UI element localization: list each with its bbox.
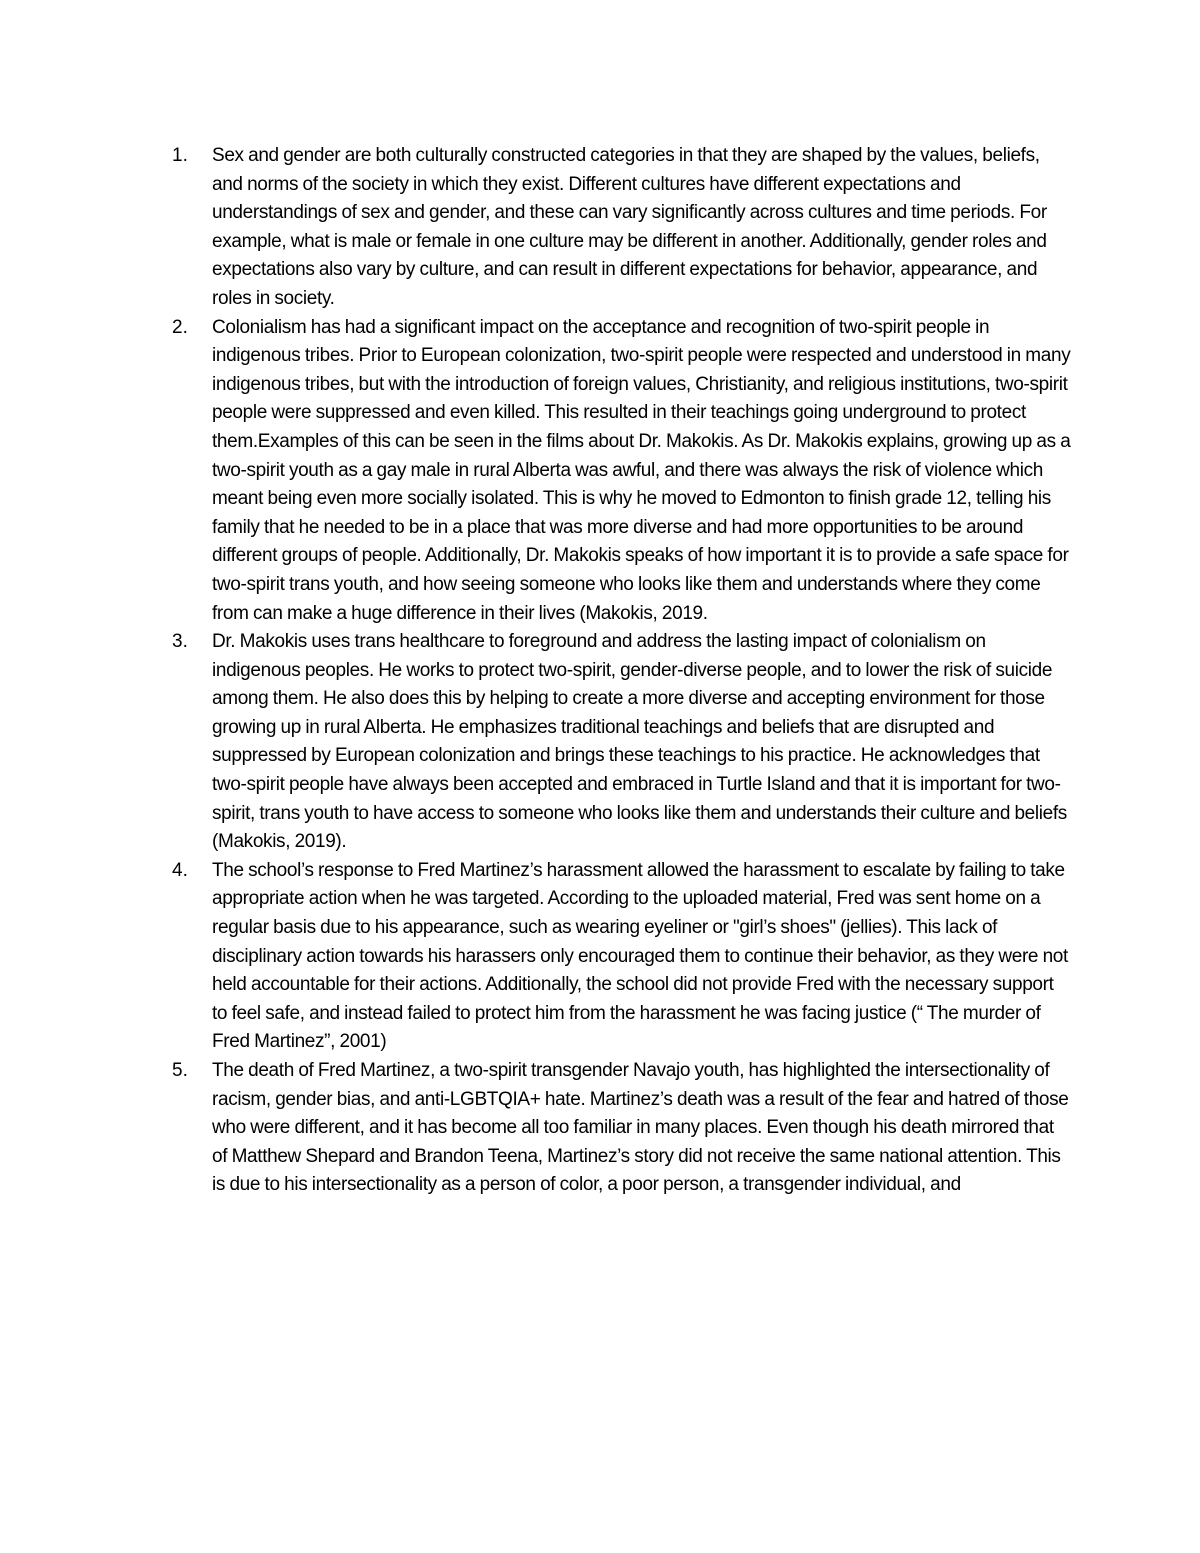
list-number: 2.	[172, 316, 188, 338]
list-item-text: Dr. Makokis uses trans healthcare to foreground and address the lasting impact of colonialism on indigenous peoples. He works to protect two-spirit, gender-diverse people, and to lower the risk of suicide among them. He also does this by helping to create a more diverse and accepting environment for those growing up in rural Alberta. He emphasizes traditional teachings and beliefs that are disrupted and suppressed by European colonization and brings these teachings to his practice. He acknowledges that two-spirit people have always been accepted and embraced in Turtle Island and that it is important for two-spirit, trans youth to have access to someone who looks like them and understands their culture and beliefs (Makokis, 2019).	[212, 631, 1067, 853]
list-item-text: The school’s response to Fred Martinez’s harassment allowed the harassment to escalate by failing to take appropriate action when he was targeted. According to the uploaded material, Fred was sent home on a regular basis due to his appearance, such as wearing eyeliner or "girl’s shoes" (jellies). This lack of disciplinary action towards his harassers only encouraged them to continue their behavior, as they were not held accountable for their actions. Additionally, the school did not provide Fred with the necessary support to feel safe, and instead failed to protect him from the harassment he was facing justice (“ The murder of Fred Martinez”, 2001)	[212, 859, 1068, 1053]
list-item-text: Sex and gender are both culturally constructed categories in that they are shaped by the values, beliefs, and norms of the society in which they exist. Different cultures have different expectations and understandings of sex and gender, and these can vary significantly across cultures and time periods. For example, what is male or female in one culture may be different in another. Additionally, gender roles and expectations also vary by culture, and can result in different expectations for behavior, appearance, and roles in society.	[212, 145, 1047, 309]
list-number: 4.	[172, 859, 188, 881]
list-number: 5.	[172, 1060, 188, 1081]
list-number: 3.	[172, 631, 188, 653]
list-item-3	[172, 628, 1072, 857]
numbered-list	[172, 142, 1072, 1200]
list-item-2	[172, 314, 1072, 629]
list-item-1	[172, 142, 1072, 314]
list-item-text: The death of Fred Martinez, a two-spirit transgender Navajo youth, has highlighted the intersectionality of racism, gender bias, and anti-LGBTQIA+ hate. Martinez’s death was a result of the fear and hatred of those who were different, and it has become all too familiar in many places. Even though his death mirrored that of Matthew Shepard and Brandon Teena, Martinez’s story did not receive the same national attention. This is due to his intersectionality as a person of color, a poor person, a transgender individual, and	[212, 1060, 1069, 1196]
list-number: 1.	[172, 145, 188, 166]
list-item-text: Colonialism has had a significant impact on the acceptance and recognition of two-spirit people in indigenous tribes. Prior to European colonization, two-spirit people were respected and understood in many indigenous tribes, but with the introduction of foreign values, Christianity, and religious institutions, two-spirit people were suppressed and even killed. This resulted in their teachings going underground to protect them.Examples of this can be seen in the films about Dr. Makokis. As Dr. Makokis explains, growing up as a two-spirit youth as a gay male in rural Alberta was awful, and there was always the risk of violence which meant being even more socially isolated. This is why he moved to Edmonton to finish grade 12, telling his family that he needed to be in a place that was more diverse and had more opportunities to be around different groups of people. Additionally, Dr. Makokis speaks of how important it is to provide a safe space for two-spirit trans youth, and how seeing someone who looks like them and understands where they come from can make a huge difference in their lives (Makokis, 2019.	[212, 316, 1071, 624]
list-item-5	[172, 1057, 1072, 1200]
list-item-4	[172, 857, 1072, 1057]
